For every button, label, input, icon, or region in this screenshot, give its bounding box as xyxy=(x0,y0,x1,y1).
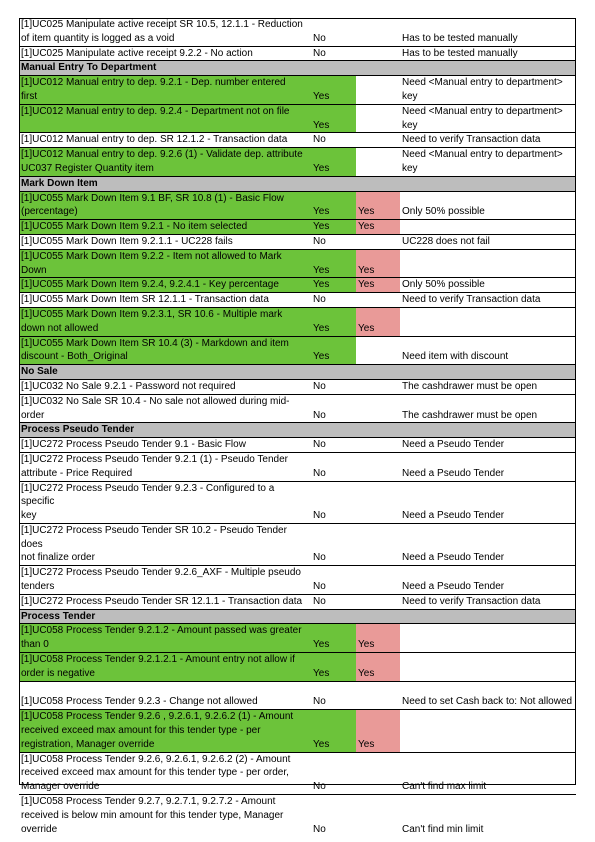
result-cell xyxy=(356,133,400,147)
table-row xyxy=(19,652,576,681)
result-cell: Yes xyxy=(356,624,400,652)
note-cell: Only 50% possible xyxy=(402,279,485,291)
test-case-cell: [1]UC055 Mark Down Item 9.2.1.1 - UC228 fails xyxy=(21,235,233,247)
section-title: Process Tender xyxy=(21,610,96,622)
note-cell xyxy=(400,653,576,681)
section-title: Process Pseudo Tender xyxy=(21,424,135,436)
test-case-cell: [1]UC055 Mark Down Item 9.2.4, 9.2.4.1 - Key percentage xyxy=(19,278,311,292)
result-cell xyxy=(356,148,400,176)
status-cell: No xyxy=(313,439,326,451)
result-cell xyxy=(356,524,400,565)
result-cell: Yes xyxy=(356,308,400,336)
status-cell: No xyxy=(313,696,326,708)
result-cell xyxy=(356,235,400,249)
note-cell xyxy=(400,220,576,234)
test-case-cell: [1]UC025 Manipulate active receipt 9.2.2 - No action xyxy=(21,47,253,59)
status-cell: Yes xyxy=(311,76,356,104)
status-cell: No xyxy=(313,47,326,59)
status-cell: Yes xyxy=(311,308,356,336)
section-header-row xyxy=(19,60,576,75)
note-cell: Need a Pseudo Tender xyxy=(402,510,505,522)
status-cell: Yes xyxy=(311,278,356,292)
note-cell: Need item with discount xyxy=(402,351,509,363)
table-row xyxy=(19,104,576,133)
test-case-cell: [1]UC032 No Sale SR 10.4 - No sale not allowed during mid- order xyxy=(21,395,290,421)
section-title: Mark Down Item xyxy=(21,177,98,189)
table-row xyxy=(19,681,576,710)
table-row xyxy=(19,46,576,61)
test-case-cell: [1]UC032 No Sale 9.2.1 - Password not required xyxy=(21,380,236,392)
status-cell: No xyxy=(313,235,326,247)
table-row xyxy=(19,75,576,104)
note-cell: Can't find max limit xyxy=(402,781,487,793)
result-cell: Yes xyxy=(356,192,400,220)
note-cell xyxy=(400,710,576,751)
note-cell: Need to set Cash back to: Not allowed xyxy=(402,696,573,708)
result-cell xyxy=(356,482,400,523)
status-cell: No xyxy=(313,781,326,793)
result-cell: Yes xyxy=(356,653,400,681)
table-row xyxy=(19,249,576,278)
result-cell xyxy=(356,438,400,452)
status-cell: No xyxy=(313,552,326,564)
test-case-cell: [1]UC012 Manual entry to dep. 9.2.6 (1) - Validate dep. attribute UC037 Register Quantity item xyxy=(19,148,311,176)
status-cell: Yes xyxy=(311,148,356,176)
result-cell xyxy=(356,566,400,594)
result-cell xyxy=(356,105,400,133)
status-cell: No xyxy=(313,32,326,44)
table-row xyxy=(19,18,576,46)
result-cell xyxy=(356,337,400,365)
result-cell: Yes xyxy=(356,710,400,751)
section-header-row xyxy=(19,176,576,191)
status-cell: No xyxy=(313,595,326,607)
test-case-cell: [1]UC272 Process Pseudo Tender 9.1 - Basic Flow xyxy=(21,439,246,451)
table-row xyxy=(19,709,576,751)
table-row xyxy=(19,594,576,609)
table-row xyxy=(19,394,576,423)
note-cell: Need a Pseudo Tender xyxy=(402,581,505,593)
status-cell: Yes xyxy=(311,192,356,220)
status-cell: No xyxy=(313,294,326,306)
test-case-cell: [1]UC055 Mark Down Item SR 10.4 (3) - Markdown and item discount - Both_Original xyxy=(19,337,311,365)
result-cell xyxy=(356,380,400,394)
note-cell: Need a Pseudo Tender xyxy=(402,467,505,479)
test-case-cell: [1]UC055 Mark Down Item 9.1 BF, SR 10.8 (1) - Basic Flow (percentage) xyxy=(19,192,311,220)
test-case-cell: [1]UC025 Manipulate active receipt SR 10.5, 12.1.1 - Reduction of item quantity is logged as a void xyxy=(21,19,303,44)
note-cell: Can't find min limit xyxy=(402,823,484,835)
table-row xyxy=(19,752,576,794)
test-case-cell: [1]UC272 Process Pseudo Tender 9.2.3 - Configured to a specific key xyxy=(21,482,275,522)
note-cell: Need a Pseudo Tender xyxy=(402,552,505,564)
note-cell: Need a Pseudo Tender xyxy=(402,439,505,451)
test-case-cell: [1]UC055 Mark Down Item 9.2.3.1, SR 10.6 - Multiple mark down not allowed xyxy=(19,308,311,336)
status-cell: No xyxy=(313,467,326,479)
table-row xyxy=(19,437,576,452)
result-cell xyxy=(356,753,400,794)
test-case-cell: [1]UC272 Process Pseudo Tender 9.2.1 (1) - Pseudo Tender attribute - Price Required xyxy=(21,453,289,479)
table-row xyxy=(19,147,576,176)
note-cell: Need <Manual entry to department> key xyxy=(402,77,563,102)
result-cell xyxy=(356,395,400,423)
table-row xyxy=(19,307,576,336)
test-case-cell: [1]UC012 Manual entry to dep. 9.2.1 - Dep. number entered first xyxy=(19,76,311,104)
result-cell xyxy=(356,293,400,307)
test-case-cell: [1]UC055 Mark Down Item 9.2.1 - No item selected xyxy=(19,220,311,234)
result-cell xyxy=(356,18,400,46)
status-cell: No xyxy=(313,823,326,835)
test-case-cell: [1]UC058 Process Tender 9.2.1.2 - Amount passed was greater than 0 xyxy=(19,624,311,652)
status-cell: No xyxy=(313,581,326,593)
status-cell: Yes xyxy=(311,337,356,365)
note-cell: The cashdrawer must be open xyxy=(402,409,538,421)
note-cell: Need to verify Transaction data xyxy=(402,595,541,607)
table-row xyxy=(19,219,576,234)
section-title: Manual Entry To Department xyxy=(21,62,157,74)
status-cell: No xyxy=(313,409,326,421)
status-cell: No xyxy=(313,380,326,392)
note-cell xyxy=(400,250,576,278)
result-cell xyxy=(356,795,400,836)
section-header-row xyxy=(19,609,576,624)
test-case-cell: [1]UC012 Manual entry to dep. 9.2.4 - Department not on file xyxy=(19,105,311,133)
note-cell: The cashdrawer must be open xyxy=(402,380,538,392)
status-cell: Yes xyxy=(311,624,356,652)
test-case-cell: [1]UC012 Manual entry to dep. SR 12.1.2 - Transaction data xyxy=(21,134,288,146)
note-cell: Need <Manual entry to department> key xyxy=(402,105,563,131)
status-cell: Yes xyxy=(311,220,356,234)
test-case-cell: [1]UC272 Process Pseudo Tender SR 12.1.1 - Transaction data xyxy=(21,595,303,607)
table-row xyxy=(19,277,576,292)
table-row xyxy=(19,292,576,307)
table-row xyxy=(19,565,576,594)
spreadsheet-table xyxy=(19,18,576,836)
note-cell: Need to verify Transaction data xyxy=(402,134,541,146)
table-row xyxy=(19,336,576,365)
status-cell: Yes xyxy=(311,710,356,751)
result-cell xyxy=(356,595,400,609)
note-cell: Need <Manual entry to department> key xyxy=(402,149,563,174)
result-cell xyxy=(356,453,400,481)
test-case-cell: [1]UC055 Mark Down Item 9.2.2 - Item not allowed to Mark Down xyxy=(19,250,311,278)
table-row xyxy=(19,234,576,249)
test-case-cell: [1]UC058 Process Tender 9.2.6 , 9.2.6.1, 9.2.6.2 (1) - Amount received exceed max amount for this tender type - per registration, Manager override xyxy=(19,710,311,751)
note-cell: Has to be tested manually xyxy=(402,47,518,59)
test-case-cell: [1]UC058 Process Tender 9.2.6, 9.2.6.1, 9.2.6.2 (2) - Amount received exceed max amount for this tender type - per order, Manager override xyxy=(21,753,291,793)
result-cell: Yes xyxy=(356,220,400,234)
note-cell: Has to be tested manually xyxy=(402,32,518,44)
result-cell xyxy=(356,682,400,710)
table-row xyxy=(19,132,576,147)
test-case-cell: [1]UC272 Process Pseudo Tender 9.2.6_AXF - Multiple pseudo tenders xyxy=(21,567,301,593)
table-row xyxy=(19,481,576,523)
section-title: No Sale xyxy=(21,366,58,378)
note-cell: Only 50% possible xyxy=(402,206,485,218)
section-header-row xyxy=(19,364,576,379)
status-cell: No xyxy=(313,510,326,522)
result-cell xyxy=(356,47,400,61)
test-case-cell: [1]UC055 Mark Down Item SR 12.1.1 - Transaction data xyxy=(21,294,269,306)
test-case-cell: [1]UC058 Process Tender 9.2.7, 9.2.7.1, 9.2.7.2 - Amount received is below min amount for this tender type, Manager override xyxy=(21,796,284,835)
status-cell: Yes xyxy=(311,653,356,681)
status-cell: No xyxy=(313,134,326,146)
test-case-cell: [1]UC058 Process Tender 9.2.1.2.1 - Amount entry not allow if order is negative xyxy=(19,653,311,681)
table-row xyxy=(19,523,576,565)
table-row xyxy=(19,379,576,394)
table-row xyxy=(19,623,576,652)
test-case-cell: [1]UC272 Process Pseudo Tender SR 10.2 - Pseudo Tender does not finalize order xyxy=(21,524,287,564)
result-cell: Yes xyxy=(356,278,400,292)
note-cell: Need to verify Transaction data xyxy=(402,294,541,306)
test-case-cell: [1]UC058 Process Tender 9.2.3 - Change not allowed xyxy=(21,696,258,708)
result-cell xyxy=(356,76,400,104)
table-row xyxy=(19,794,576,836)
table-row xyxy=(19,191,576,220)
note-cell: UC228 does not fail xyxy=(402,235,490,247)
note-cell xyxy=(400,624,576,652)
table-row xyxy=(19,452,576,481)
status-cell: Yes xyxy=(311,105,356,133)
status-cell: Yes xyxy=(311,250,356,278)
section-header-row xyxy=(19,422,576,437)
result-cell: Yes xyxy=(356,250,400,278)
note-cell xyxy=(400,308,576,336)
